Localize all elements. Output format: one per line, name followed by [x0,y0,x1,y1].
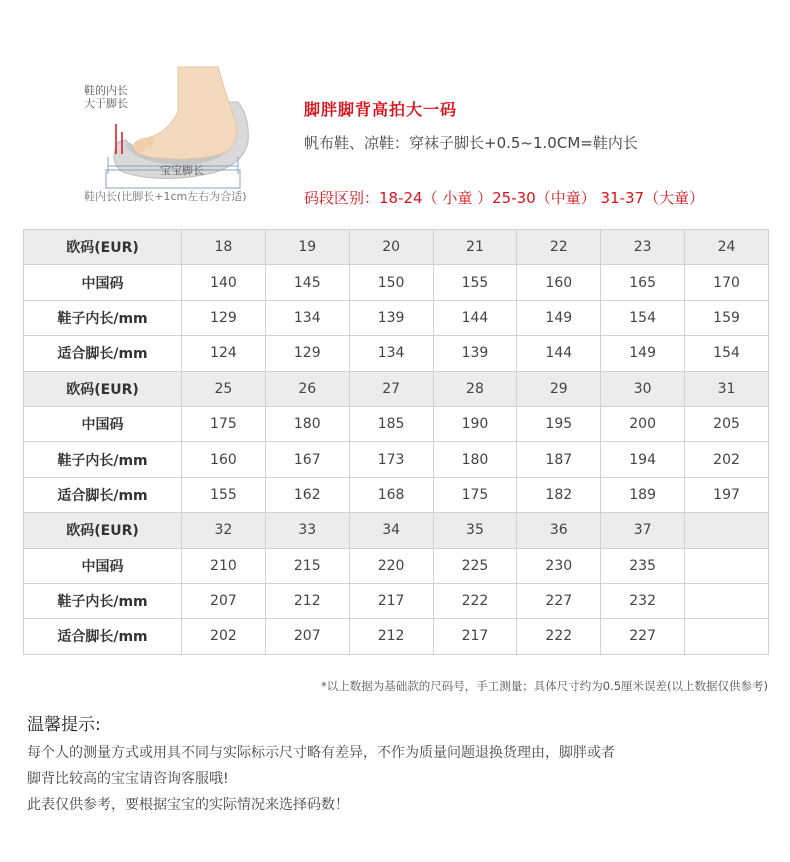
table-cell: 134 [265,300,349,335]
table-cell: 207 [182,583,266,618]
table-cell: 150 [349,265,433,300]
eur-size-row [24,230,769,265]
table-cell: 18 [182,230,266,265]
table-cell: 34 [349,513,433,548]
table-cell: 25 [182,371,266,406]
table-cell: 159 [685,300,769,335]
table-cell: 27 [349,371,433,406]
table-cell: 212 [265,583,349,618]
table-cell: 144 [517,336,601,371]
table-cell: 175 [182,406,266,441]
tips-line: 此表仅供参考，要根据宝宝的实际情况来选择码数！ [27,797,349,813]
table-cell: 222 [517,619,601,654]
table-cell: 167 [265,442,349,477]
table-cell: 168 [349,477,433,512]
row-label: 欧码(EUR) [24,371,182,406]
table-cell: 144 [433,300,517,335]
note-title: 脚胖脚背高拍大一码 [304,100,458,119]
table-cell: 230 [517,548,601,583]
tips-line: 每个人的测量方式或用具不同与实际标示尺寸略有差异，不作为质量问题退换货理由，脚胖或者 [27,745,615,761]
table-cell: 155 [182,477,266,512]
table-cell: 180 [433,442,517,477]
row-label: 鞋子内长/mm [24,583,182,618]
cn-size-row [24,548,769,583]
foot-shoe-illustration [78,62,278,212]
table-cell: 20 [349,230,433,265]
table-cell: 180 [265,406,349,441]
row-label: 欧码(EUR) [24,513,182,548]
table-cell: 37 [601,513,685,548]
baby-foot-length-label: 宝宝脚长 [160,164,204,177]
table-cell: 124 [182,336,266,371]
table-cell: 210 [182,548,266,583]
table-cell: 215 [265,548,349,583]
table-cell: 220 [349,548,433,583]
table-cell: 24 [685,230,769,265]
table-cell: 173 [349,442,433,477]
table-cell: 189 [601,477,685,512]
cn-size-row [24,406,769,441]
table-cell: 222 [433,583,517,618]
table-cell: 139 [349,300,433,335]
table-cell: 21 [433,230,517,265]
row-label: 适合脚长/mm [24,477,182,512]
size-table [23,229,769,655]
table-cell: 139 [433,336,517,371]
illustration-caption: 鞋内长(比脚长+1cm左右为合适) [84,190,247,203]
row-label: 中国码 [24,406,182,441]
table-cell: 129 [265,336,349,371]
tips-title: 温馨提示: [27,715,101,735]
table-cell: 232 [601,583,685,618]
row-label: 中国码 [24,265,182,300]
table-cell: 235 [601,548,685,583]
table-cell [685,513,769,548]
table-cell: 36 [517,513,601,548]
table-cell: 205 [685,406,769,441]
row-label: 适合脚长/mm [24,619,182,654]
table-cell: 175 [433,477,517,512]
table-cell: 160 [182,442,266,477]
note-measure: 帆布鞋、凉鞋：穿袜子脚长+0.5~1.0CM=鞋内长 [304,134,638,152]
table-cell: 32 [182,513,266,548]
table-cell: 207 [265,619,349,654]
foot-length-row [24,336,769,371]
row-label: 适合脚长/mm [24,336,182,371]
row-label: 鞋子内长/mm [24,442,182,477]
table-cell: 154 [685,336,769,371]
note-segments: 码段区别：18-24（ 小童 ）25-30（中童） 31-37（大童） [304,189,705,207]
inner-length-row [24,442,769,477]
table-cell: 145 [265,265,349,300]
table-cell: 202 [182,619,266,654]
table-cell: 165 [601,265,685,300]
table-cell: 129 [182,300,266,335]
row-label: 中国码 [24,548,182,583]
table-cell: 31 [685,371,769,406]
eur-size-row [24,513,769,548]
table-cell: 190 [433,406,517,441]
cn-size-row [24,265,769,300]
footnote: *以上数据为基础款的尺码号，手工测量；具体尺寸约为0.5厘米误差(以上数据仅供参考) [320,679,768,693]
table-cell: 154 [601,300,685,335]
table-cell: 149 [601,336,685,371]
table-cell: 187 [517,442,601,477]
size-table-body [24,230,769,655]
table-cell: 23 [601,230,685,265]
table-cell: 202 [685,442,769,477]
table-cell: 185 [349,406,433,441]
table-cell: 195 [517,406,601,441]
table-cell: 134 [349,336,433,371]
tips-line: 脚背比较高的宝宝请咨询客服哦! [27,771,229,787]
table-cell: 200 [601,406,685,441]
inner-length-row [24,300,769,335]
table-cell: 140 [182,265,266,300]
tips-text [27,740,767,818]
foot-length-row [24,619,769,654]
eur-size-row [24,371,769,406]
table-cell: 30 [601,371,685,406]
table-cell [685,619,769,654]
table-cell: 225 [433,548,517,583]
table-cell [685,583,769,618]
table-cell: 194 [601,442,685,477]
foot-length-row [24,477,769,512]
table-cell [685,548,769,583]
table-cell: 217 [349,583,433,618]
table-cell: 170 [685,265,769,300]
table-cell: 29 [517,371,601,406]
table-cell: 28 [433,371,517,406]
table-cell: 182 [517,477,601,512]
table-cell: 227 [601,619,685,654]
table-cell: 35 [433,513,517,548]
inner-length-row [24,583,769,618]
table-cell: 162 [265,477,349,512]
table-cell: 155 [433,265,517,300]
table-cell: 149 [517,300,601,335]
row-label: 欧码(EUR) [24,230,182,265]
inner-length-label: 鞋的内长 大于脚长 [84,84,128,110]
table-cell: 212 [349,619,433,654]
table-cell: 22 [517,230,601,265]
table-cell: 197 [685,477,769,512]
table-cell: 33 [265,513,349,548]
table-cell: 26 [265,371,349,406]
table-cell: 160 [517,265,601,300]
table-cell: 19 [265,230,349,265]
table-cell: 227 [517,583,601,618]
table-cell: 217 [433,619,517,654]
row-label: 鞋子内长/mm [24,300,182,335]
